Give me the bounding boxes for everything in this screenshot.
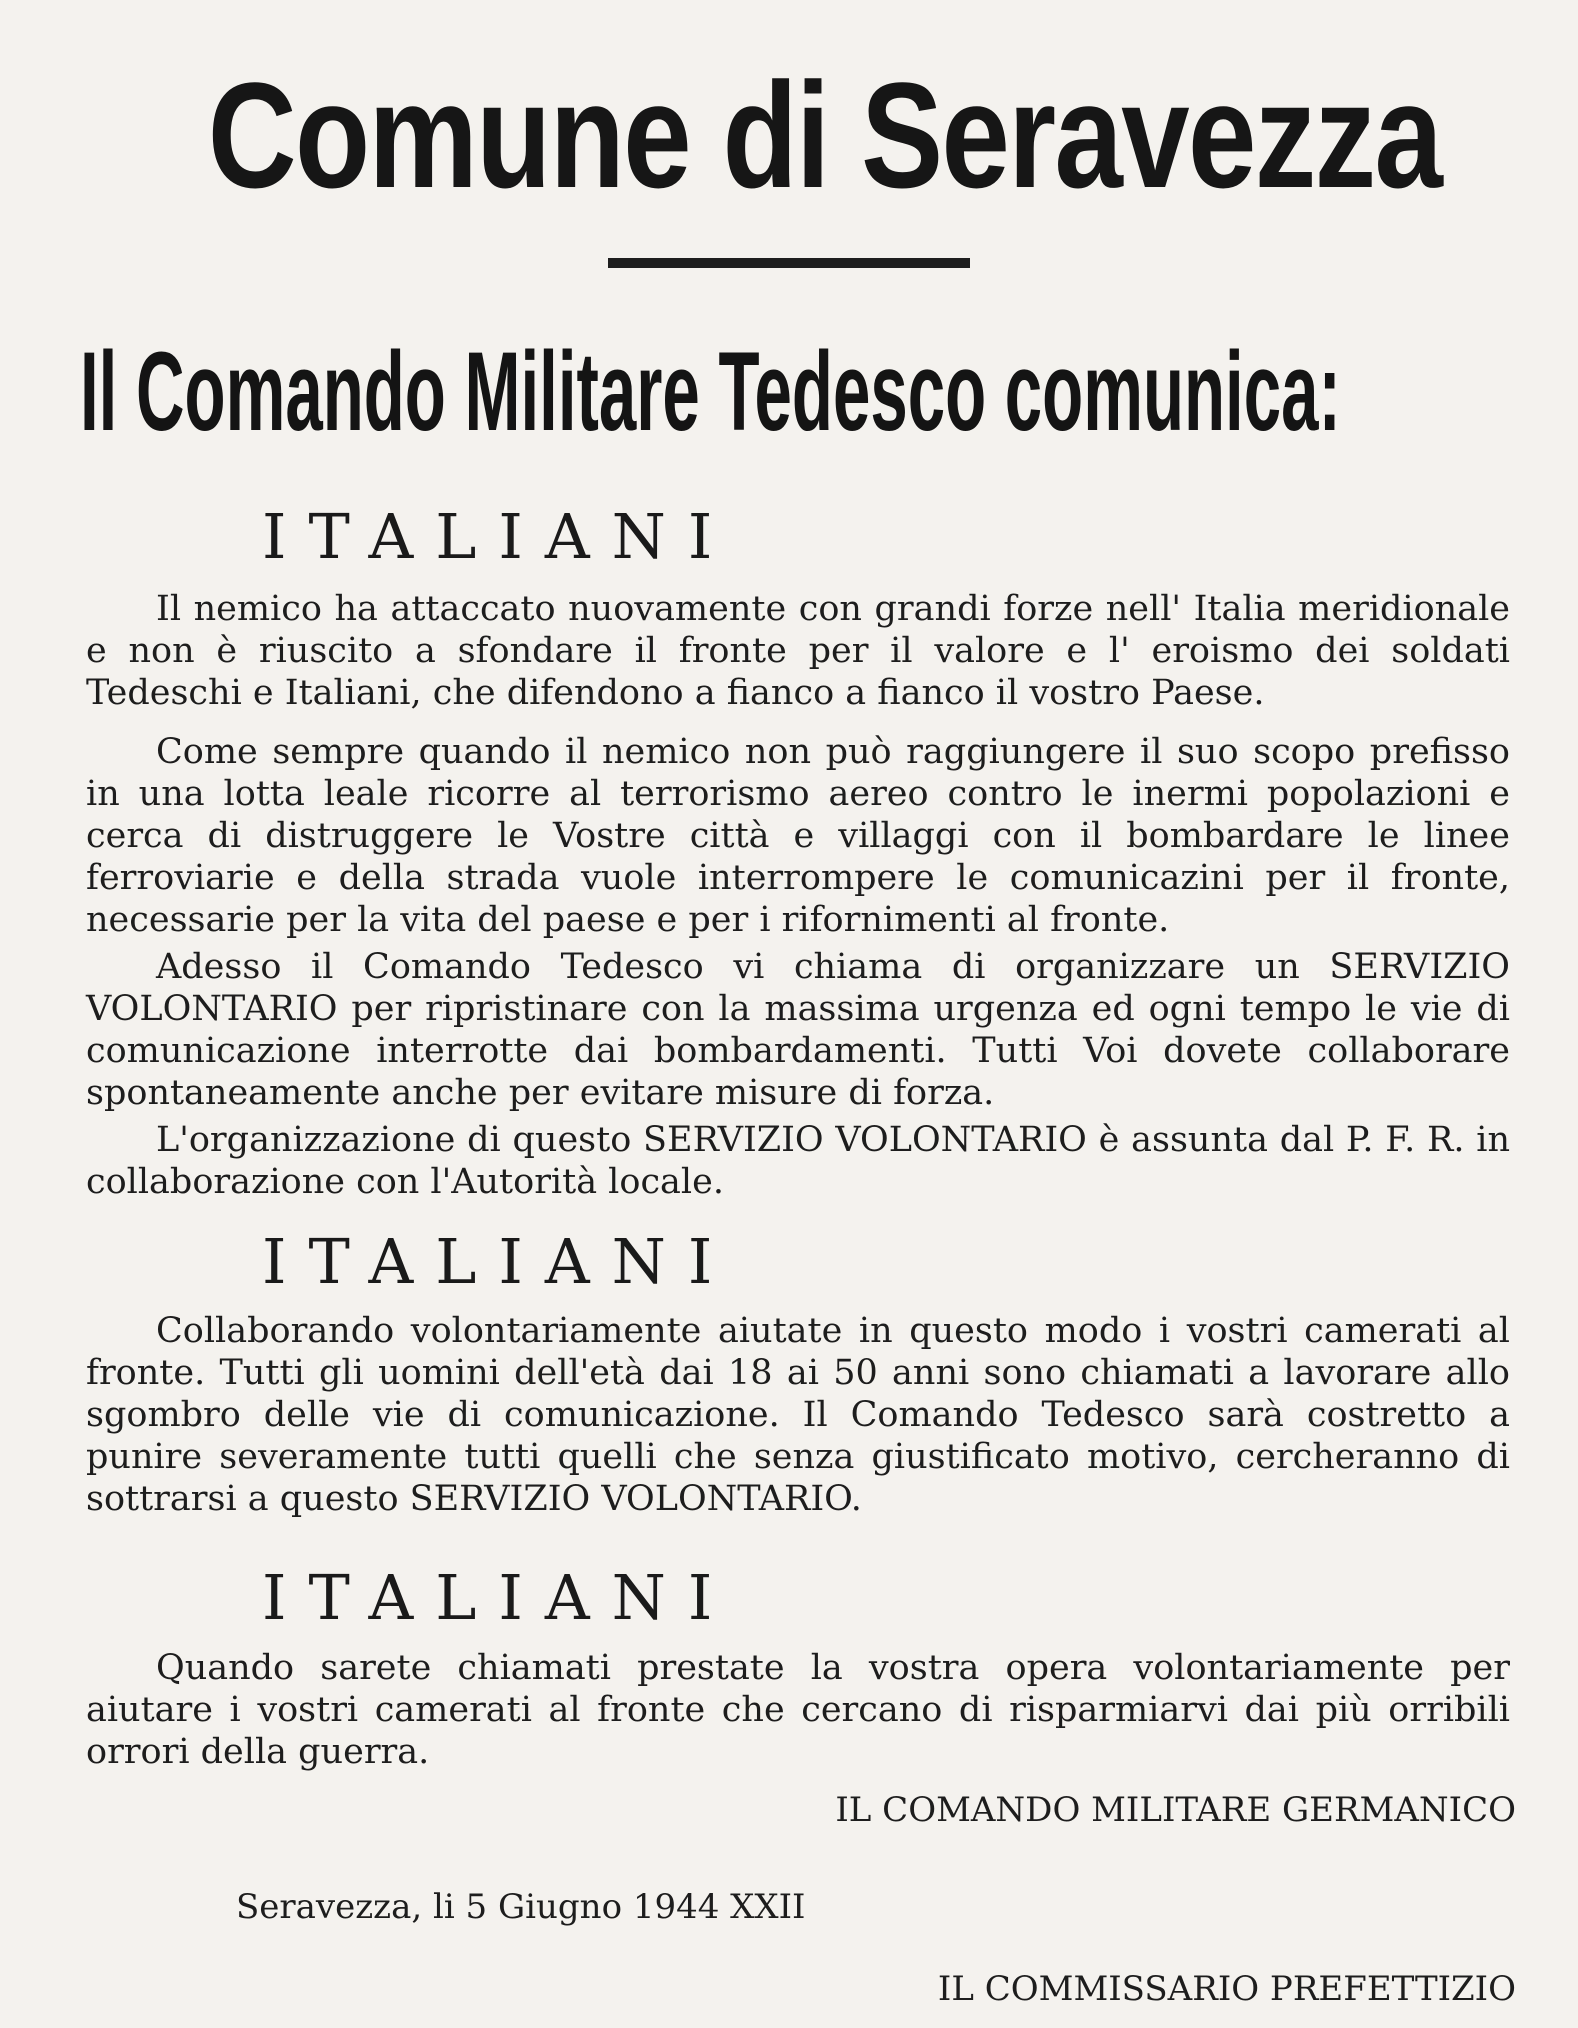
paragraph: Adesso il Comando Tedesco vi chiama di organizzare un SERVIZIO VOLONTARIO per ripristinare con la massima urgenza ed ogni tempo le vie di comunicazione interrotte dai bombardamenti. Tutti Voi dovete collaborare spontaneamente anche per evitare misure di forza. [86,947,1510,1113]
date-line: Seravezza, li 5 Giugno 1944 XXII [236,1887,806,1927]
section-heading: ITALIANI [262,500,735,573]
section-heading: ITALIANI [262,1225,735,1298]
paragraph: L'organizzazione di questo SERVIZIO VOLONTARIO è assunta dal P. F. R. in collaborazione con l'Autorità locale. [86,1120,1510,1202]
paragraph: Collaborando volontariamente aiutate in questo modo i vostri camerati al fronte. Tutti gli uomini dell'età dai 18 ai 50 anni sono chiamati a lavorare allo sgombro delle vie di comunicazione. Il Comando Tedesco sarà costretto a punire severamente tutti quelli che senza giustificato motivo, cercheranno di sottrarsi a questo SERVIZIO VOLONTARIO. [86,1311,1510,1519]
paragraph: Quando sarete chiamati prestate la vostra opera volontariamente per aiutare i vostri camerati al fronte che cercano di risparmiarvi dai più orribili orrori della guerra. [86,1648,1510,1772]
section-heading: ITALIANI [262,1561,735,1634]
paragraph: Il nemico ha attaccato nuovamente con grandi forze nell' Italia meridionale e non è riuscito a sfondare il fronte per il valore e l' eroismo dei soldati Tedeschi e Italiani, che difendono a fianco a fianco il vostro Paese. [86,589,1510,713]
poster-title: Comune di Seravezza [207,51,1442,219]
title-divider [608,258,970,268]
poster-subtitle: Il Comando Militare Tedesco comunica: [80,329,1341,454]
military-command-signature: IL COMANDO MILITARE GERMANICO [835,1790,1516,1830]
paragraph: Come sempre quando il nemico non può raggiungere il suo scopo prefisso in una lotta leale ricorre al terrorismo aereo contro le inermi popolazioni e cerca di distruggere le Vostre città e villaggi con il bombardare le linee ferroviarie e della strada vuole interrompere le comunicazini per il fronte, necessarie per la vita del paese e per i rifornimenti al fronte. [86,732,1510,940]
commissioner-signature: IL COMMISSARIO PREFETTIZIO [937,1969,1516,2009]
